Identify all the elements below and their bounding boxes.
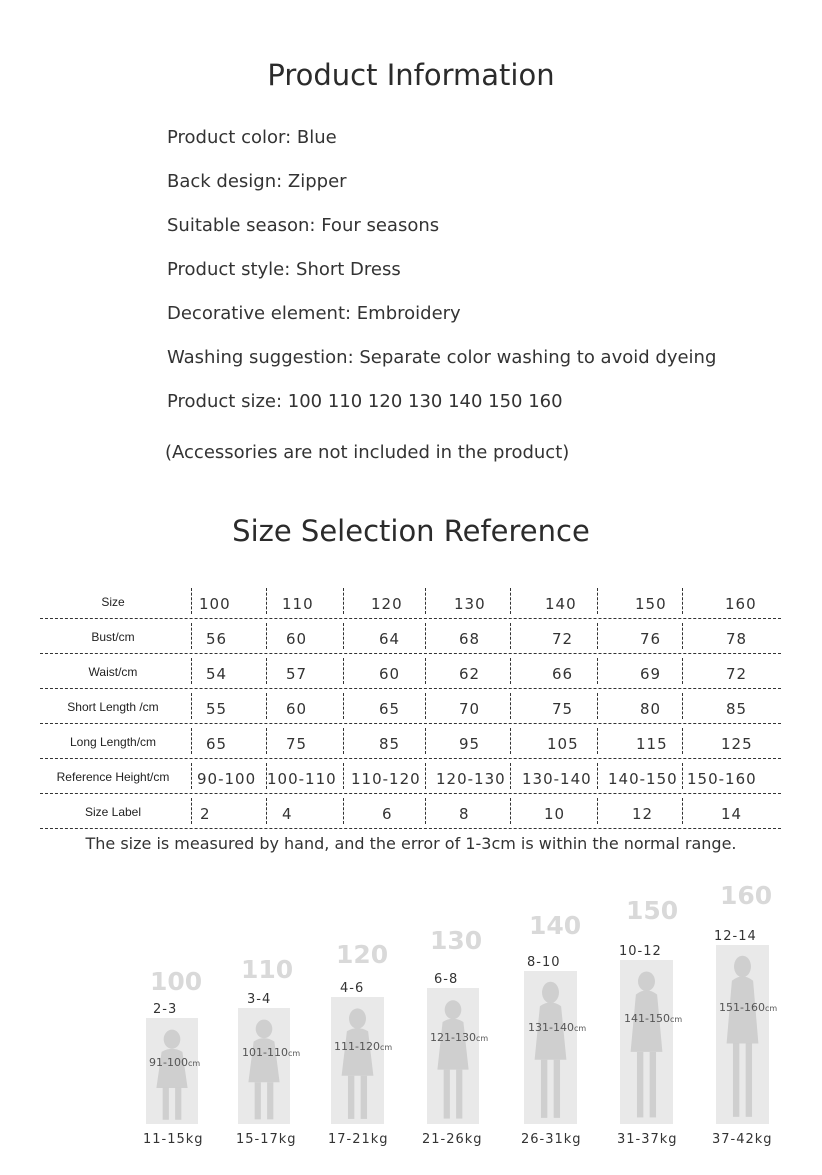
column-divider (425, 693, 426, 719)
info-line-back-design: Back design: Zipper (167, 171, 347, 192)
column-divider (191, 693, 192, 719)
child-silhouette-icon (146, 1018, 201, 1124)
column-divider (682, 588, 683, 614)
table-cell: 140 (545, 595, 577, 613)
column-divider (510, 623, 511, 649)
table-cell: 4 (282, 805, 293, 823)
column-divider (425, 798, 426, 824)
column-divider (266, 798, 267, 824)
table-cell: 150 (635, 595, 667, 613)
table-cell: 78 (726, 630, 748, 648)
row-label: Bust/cm (91, 630, 135, 644)
figure-panel (427, 988, 479, 1124)
table-cell: 70 (459, 700, 481, 718)
figure-age: 3-4 (247, 992, 272, 1007)
row-label: Size Label (84, 805, 142, 819)
product-info-title: Product Information (267, 58, 555, 92)
height-unit: cm (287, 1049, 301, 1058)
table-cell: 85 (379, 735, 401, 753)
height-value: 151-160 (719, 1001, 765, 1014)
table-cell: 130 (454, 595, 486, 613)
table-cell: 115 (636, 735, 668, 753)
column-divider (597, 693, 598, 719)
table-cell: 110-120 (351, 770, 421, 788)
accessories-note: (Accessories are not included in the product) (165, 442, 570, 463)
table-cell: 10 (544, 805, 566, 823)
figure-age: 4-6 (340, 981, 365, 996)
table-cell: 76 (640, 630, 662, 648)
height-unit: cm (573, 1024, 587, 1033)
table-cell: 56 (206, 630, 228, 648)
table-cell: 125 (721, 735, 753, 753)
column-divider (191, 728, 192, 754)
column-divider (425, 658, 426, 684)
figure-weight: 37-42kg (712, 1132, 773, 1147)
figure-age: 6-8 (434, 972, 459, 987)
table-cell: 150-160 (687, 770, 757, 788)
column-divider (191, 623, 192, 649)
column-divider (682, 728, 683, 754)
figure-age: 10-12 (619, 944, 662, 959)
figure-size-number: 110 (241, 955, 294, 984)
column-divider (597, 658, 598, 684)
figure-age: 8-10 (527, 955, 561, 970)
figure-panel (524, 971, 577, 1124)
column-divider (510, 763, 511, 789)
column-divider (343, 728, 344, 754)
table-cell: 54 (206, 665, 228, 683)
table-cell: 60 (379, 665, 401, 683)
table-row-reference-height (40, 759, 781, 794)
table-cell: 90-100 (197, 770, 257, 788)
height-unit: cm (764, 1004, 778, 1013)
column-divider (343, 763, 344, 789)
column-divider (682, 693, 683, 719)
figure-height (430, 1031, 488, 1044)
table-cell: 14 (721, 805, 743, 823)
table-cell: 65 (206, 735, 228, 753)
height-unit: cm (379, 1043, 393, 1052)
height-unit: cm (187, 1059, 201, 1068)
child-silhouette-icon (331, 997, 384, 1124)
info-line-decoration: Decorative element: Embroidery (167, 303, 461, 324)
child-silhouette-icon (620, 960, 673, 1124)
table-cell: 72 (552, 630, 574, 648)
figure-age: 12-14 (714, 929, 757, 944)
table-cell: 69 (640, 665, 662, 683)
table-cell: 130-140 (522, 770, 592, 788)
height-value: 141-150 (624, 1012, 670, 1025)
info-line-season: Suitable season: Four seasons (167, 215, 440, 236)
column-divider (510, 588, 511, 614)
row-label: Short Length /cm (67, 700, 159, 714)
figure-panel (716, 945, 769, 1124)
column-divider (597, 623, 598, 649)
table-cell: 105 (547, 735, 579, 753)
figure-weight: 11-15kg (143, 1132, 204, 1147)
column-divider (682, 798, 683, 824)
table-cell: 65 (379, 700, 401, 718)
size-reference-title: Size Selection Reference (232, 514, 590, 548)
figure-weight: 15-17kg (236, 1132, 297, 1147)
table-cell: 57 (286, 665, 308, 683)
measurement-note: The size is measured by hand, and the error of 1-3cm is within the normal range. (85, 834, 737, 853)
table-cell: 110 (282, 595, 314, 613)
table-row-waist (40, 654, 781, 689)
table-cell: 95 (459, 735, 481, 753)
table-cell: 120 (371, 595, 403, 613)
table-cell: 64 (379, 630, 401, 648)
table-row-size (40, 584, 781, 619)
table-cell: 62 (459, 665, 481, 683)
table-cell: 80 (640, 700, 662, 718)
column-divider (597, 588, 598, 614)
column-divider (266, 658, 267, 684)
info-line-sizes: Product size: 100 110 120 130 140 150 160 (167, 391, 563, 412)
figure-height (149, 1056, 200, 1069)
figure-weight: 26-31kg (521, 1132, 582, 1147)
figure-size-number: 120 (336, 940, 389, 969)
figure-weight: 17-21kg (328, 1132, 389, 1147)
table-row-bust (40, 619, 781, 654)
table-cell: 140-150 (608, 770, 678, 788)
figure-panel (146, 1018, 201, 1124)
height-value: 131-140 (528, 1021, 574, 1034)
child-silhouette-icon (524, 971, 577, 1124)
figure-size-number: 160 (720, 881, 773, 910)
row-label: Waist/cm (88, 665, 138, 679)
figure-height (242, 1046, 300, 1059)
child-silhouette-icon (238, 1008, 290, 1124)
column-divider (191, 658, 192, 684)
height-unit: cm (669, 1015, 683, 1024)
column-divider (266, 728, 267, 754)
figure-panel (620, 960, 673, 1124)
figure-height (719, 1001, 777, 1014)
column-divider (510, 728, 511, 754)
table-cell: 8 (459, 805, 470, 823)
column-divider (597, 798, 598, 824)
table-cell: 160 (725, 595, 757, 613)
table-row-short-length (40, 689, 781, 724)
info-line-washing: Washing suggestion: Separate color washing to avoid dyeing (167, 347, 717, 368)
row-label: Long Length/cm (69, 735, 157, 749)
column-divider (266, 693, 267, 719)
table-cell: 66 (552, 665, 574, 683)
column-divider (510, 658, 511, 684)
table-cell: 6 (382, 805, 393, 823)
table-row-long-length (40, 724, 781, 759)
figure-panel (331, 997, 384, 1124)
height-unit: cm (475, 1034, 489, 1043)
figure-size-number: 100 (150, 967, 203, 996)
column-divider (425, 588, 426, 614)
child-silhouette-icon (427, 988, 479, 1124)
figure-weight: 31-37kg (617, 1132, 678, 1147)
table-cell: 72 (726, 665, 748, 683)
table-cell: 68 (459, 630, 481, 648)
table-cell: 2 (200, 805, 211, 823)
table-cell: 60 (286, 630, 308, 648)
table-cell: 60 (286, 700, 308, 718)
table-cell: 12 (632, 805, 654, 823)
table-cell: 85 (726, 700, 748, 718)
row-label: Size (101, 595, 125, 609)
figure-height (528, 1021, 586, 1034)
column-divider (510, 693, 511, 719)
figure-age: 2-3 (153, 1002, 178, 1017)
child-silhouette-icon (716, 945, 769, 1124)
column-divider (191, 798, 192, 824)
size-table (40, 584, 781, 829)
column-divider (343, 693, 344, 719)
table-cell: 120-130 (436, 770, 506, 788)
table-cell: 100-110 (267, 770, 337, 788)
height-value: 91-100 (149, 1056, 188, 1069)
height-value: 121-130 (430, 1031, 476, 1044)
row-label: Reference Height/cm (56, 770, 170, 784)
column-divider (682, 623, 683, 649)
column-divider (682, 763, 683, 789)
figure-height (624, 1012, 682, 1025)
column-divider (597, 728, 598, 754)
height-value: 101-110 (242, 1046, 288, 1059)
column-divider (682, 658, 683, 684)
figure-size-number: 140 (529, 911, 582, 940)
table-cell: 100 (199, 595, 231, 613)
column-divider (425, 623, 426, 649)
figure-weight: 21-26kg (422, 1132, 483, 1147)
figure-panel (238, 1008, 290, 1124)
figure-size-number: 150 (626, 896, 679, 925)
column-divider (266, 588, 267, 614)
column-divider (266, 623, 267, 649)
table-row-size-label (40, 794, 781, 829)
column-divider (425, 728, 426, 754)
column-divider (597, 763, 598, 789)
column-divider (266, 763, 267, 789)
table-cell: 75 (286, 735, 308, 753)
column-divider (425, 763, 426, 789)
column-divider (510, 798, 511, 824)
column-divider (343, 623, 344, 649)
table-cell: 55 (206, 700, 228, 718)
column-divider (191, 588, 192, 614)
column-divider (191, 763, 192, 789)
figure-height (334, 1040, 392, 1053)
height-value: 111-120 (334, 1040, 380, 1053)
figure-size-number: 130 (430, 926, 483, 955)
info-line-style: Product style: Short Dress (167, 259, 401, 280)
info-line-color: Product color: Blue (167, 127, 337, 148)
column-divider (343, 658, 344, 684)
column-divider (343, 588, 344, 614)
column-divider (343, 798, 344, 824)
table-cell: 75 (552, 700, 574, 718)
